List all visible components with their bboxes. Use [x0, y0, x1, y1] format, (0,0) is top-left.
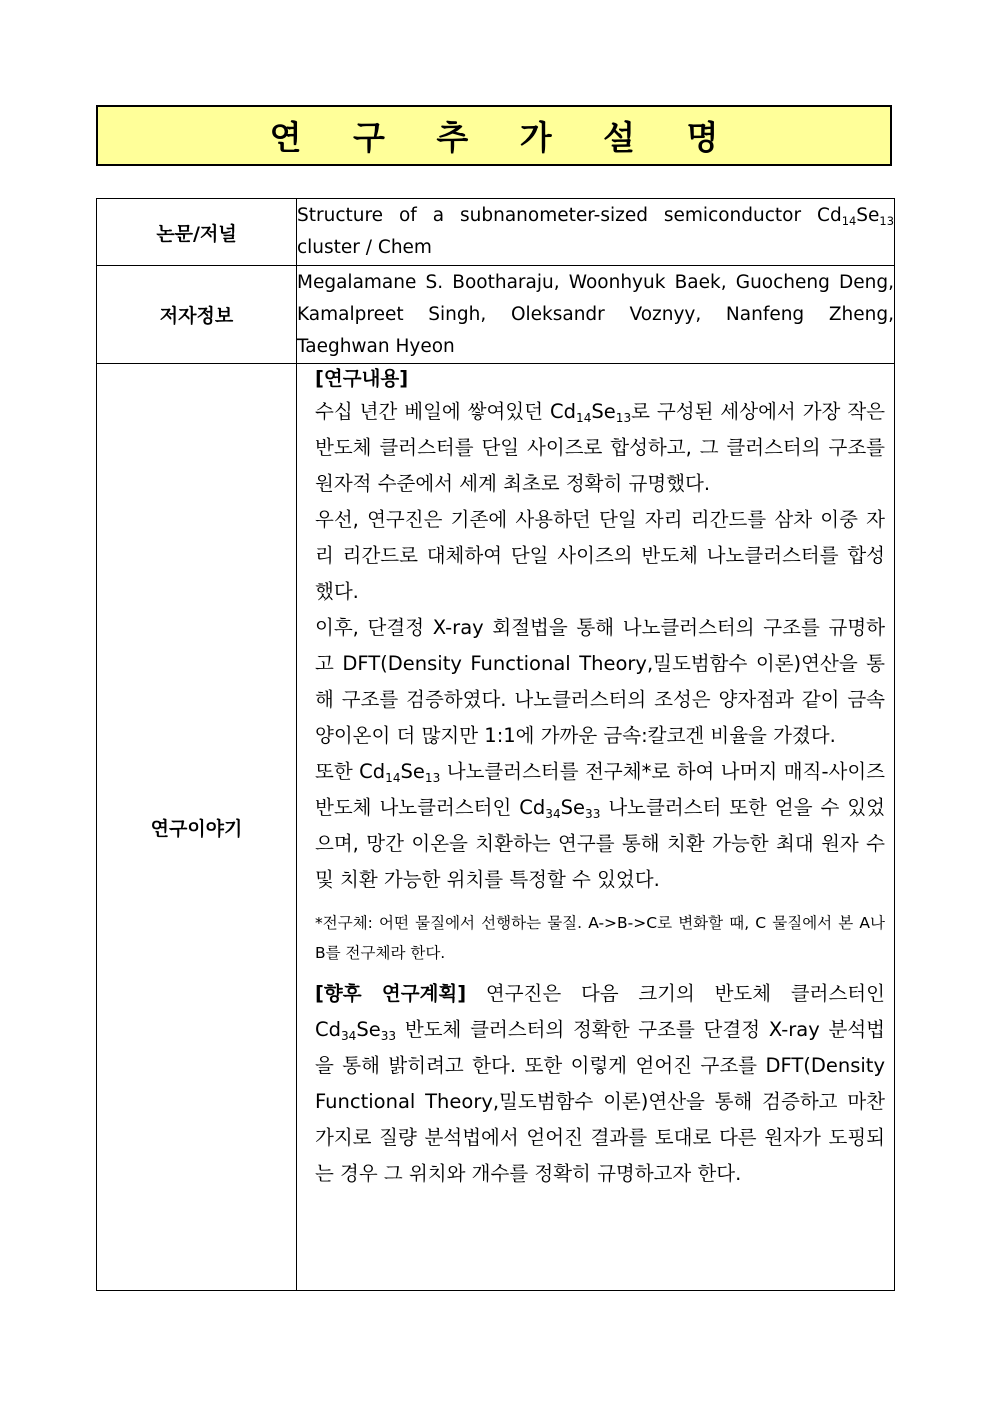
- table-row-story: [97, 364, 895, 1291]
- story-content: [297, 364, 895, 1291]
- plan-sub-34: 34: [341, 1029, 357, 1044]
- future-plan-paragraph: [315, 976, 885, 1192]
- story-label: 연구이야기: [97, 364, 297, 1291]
- p4-se: Se: [400, 760, 425, 783]
- paper-value: [297, 199, 895, 266]
- story-paragraph-3: 이후, 단결정 X-ray 회절법을 통해 나노클러스터의 구조를 규명하고 DFT(Density Functional Theory,밀도범함수 이론)연산을 통해 구조를 검증하였다. 나노클러스터의 조성은 양자점과 같이 금속 양이온이 더 많지만 1:1에 가까운 금속:칼코겐 비율을 가졌다.: [315, 616, 885, 747]
- p1-sub-14: 14: [576, 411, 592, 426]
- plan-heading: [향후 연구계획]: [315, 982, 467, 1005]
- p4-sub-13: 13: [424, 771, 441, 786]
- p4-sub-34: 34: [545, 807, 561, 822]
- paper-title-suffix: cluster / Chem: [297, 237, 432, 258]
- info-table: [96, 198, 895, 1291]
- paper-sub-13: 13: [879, 214, 894, 228]
- content-heading: [연구내용]: [315, 367, 409, 390]
- story-paragraph-4: [315, 754, 885, 898]
- authors-label: 저자정보: [97, 266, 297, 364]
- plan-text-a: 연구진은 다음 크기의 반도체 클러스터인 Cd: [315, 982, 885, 1041]
- plan-sub-33: 33: [380, 1029, 397, 1044]
- story-paragraph-2: 우선, 연구진은 기존에 사용하던 단일 자리 리간드를 삼차 이중 자리 리간드로 대체하여 단일 사이즈의 반도체 나노클러스터를 합성했다.: [315, 508, 885, 603]
- table-row-authors: [97, 266, 895, 364]
- p4-text-c: 나노클러스터 또한 얻을 수 있었으며, 망간 이온을 치환하는 연구를 통해 치환 가능한 최대 원자 수 및 치환 가능한 위치를 특정할 수 있었다.: [315, 796, 886, 891]
- paper-title-prefix: Structure of a subnanometer-sized semiconductor Cd: [297, 205, 842, 226]
- authors-value: Megalamane S. Bootharaju, Woonhyuk Baek, Guocheng Deng, Kamalpreet Singh, Oleksandr Voznyy, Nanfeng Zheng, Taeghwan Hyeon: [297, 266, 895, 364]
- p4-sub-33: 33: [585, 807, 601, 822]
- title-banner: [96, 105, 892, 166]
- p1-se: Se: [591, 400, 616, 423]
- p4-sub-14: 14: [385, 771, 401, 786]
- p4-text-b: 나노클러스터를 전구체*로 하여 나머지 매직-사이즈 반도체 나노클러스터인 Cd: [315, 760, 885, 819]
- story-paragraph-1: [315, 394, 885, 502]
- table-row-paper: [97, 199, 895, 266]
- precursor-footnote: *전구체: 어떤 물질에서 선행하는 물질. A->B->C로 변화할 때, C 물질에서 본 A나 B를 전구체라 한다.: [315, 914, 885, 962]
- plan-se: Se: [356, 1018, 381, 1041]
- paper-sub-14: 14: [841, 214, 857, 228]
- page-title: 연 구 추 가 설 명: [269, 118, 739, 157]
- paper-se: Se: [856, 205, 880, 226]
- p4-se-2: Se: [560, 796, 586, 819]
- p4-text-a: 또한 Cd: [315, 760, 386, 783]
- plan-text-b: 반도체 클러스터의 정확한 구조를 단결정 X-ray 분석법을 통해 밝히려고 한다. 또한 이렇게 얻어진 구조를 DFT(Density Functional Theory,밀도범함수 이론)연산을 통해 검증하고 마찬가지로 질량 분석법에서 얻어진 결과를 토대로 다른 원자가 도핑되는 경우 그 위치와 개수를 정확히 규명하고자 한다.: [315, 1018, 885, 1185]
- p1-text-a: 수십 년간 베일에 쌓여있던 Cd: [315, 400, 577, 423]
- p1-sub-13: 13: [615, 411, 632, 426]
- paper-label: 논문/저널: [97, 199, 297, 266]
- p1-text-b: 로 구성된 세상에서 가장 작은 반도체 클러스터를 단일 사이즈로 합성하고, 그 클러스터의 구조를 원자적 수준에서 세계 최초로 정확히 규명했다.: [315, 400, 885, 495]
